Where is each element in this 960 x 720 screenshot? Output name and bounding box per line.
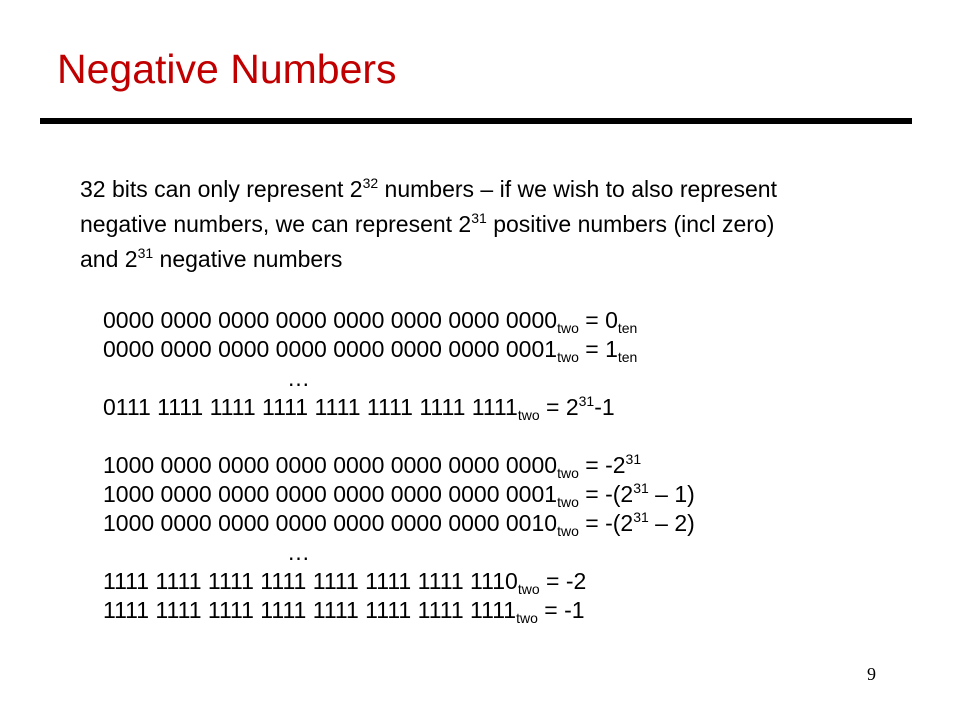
intro-line-1: 32 bits can only represent $2^{32}$ numbers – if we wish to also represent xyxy=(80,175,777,202)
slide-title: Negative Numbers xyxy=(57,46,397,92)
binary-row: 0000 0000 0000 0000 0000 0000 0000 $0000_{two} = 0_{ten}$ xyxy=(103,307,638,336)
ellipsis-row: … xyxy=(287,365,310,391)
intro-line-3: and $2^{31}$ negative numbers xyxy=(80,245,343,272)
binary-row: 1111 1111 1111 1111 1111 1111 1111 $1110_{two} = -2$ xyxy=(103,568,587,597)
title-divider xyxy=(40,118,912,124)
binary-examples xyxy=(103,306,695,625)
binary-row: 1000 0000 0000 0000 0000 0000 0000 $0010_{two} = -(2^{31} - 2)$ xyxy=(103,509,695,539)
binary-row: 1000 0000 0000 0000 0000 0000 0000 $0001_{two} = -(2^{31} - 1)$ xyxy=(103,480,695,510)
exponent: 31 xyxy=(137,245,154,261)
binary-row: 1111 1111 1111 1111 1111 1111 1111 $1111_{two} = -1$ xyxy=(103,597,585,626)
page-number: 9 xyxy=(867,664,876,684)
binary-row: 1000 0000 0000 0000 0000 0000 0000 $0000_{two} = -2^{31}$ xyxy=(103,451,642,481)
binary-row: 0111 1111 1111 1111 1111 1111 1111 $1111_{two} = 2^{31}-1$ xyxy=(103,393,615,423)
exponent: 31 xyxy=(471,210,487,226)
exponent: 32 xyxy=(362,175,379,191)
ellipsis-row: … xyxy=(287,539,310,565)
spacer xyxy=(103,422,695,451)
intro-line-2: negative numbers, we can represent $2^{31}$ positive numbers (incl zero) xyxy=(80,210,775,237)
intro-paragraph xyxy=(80,172,910,277)
binary-row: 0000 0000 0000 0000 0000 0000 0000 $0001_{two} = 1_{ten}$ xyxy=(103,336,638,365)
